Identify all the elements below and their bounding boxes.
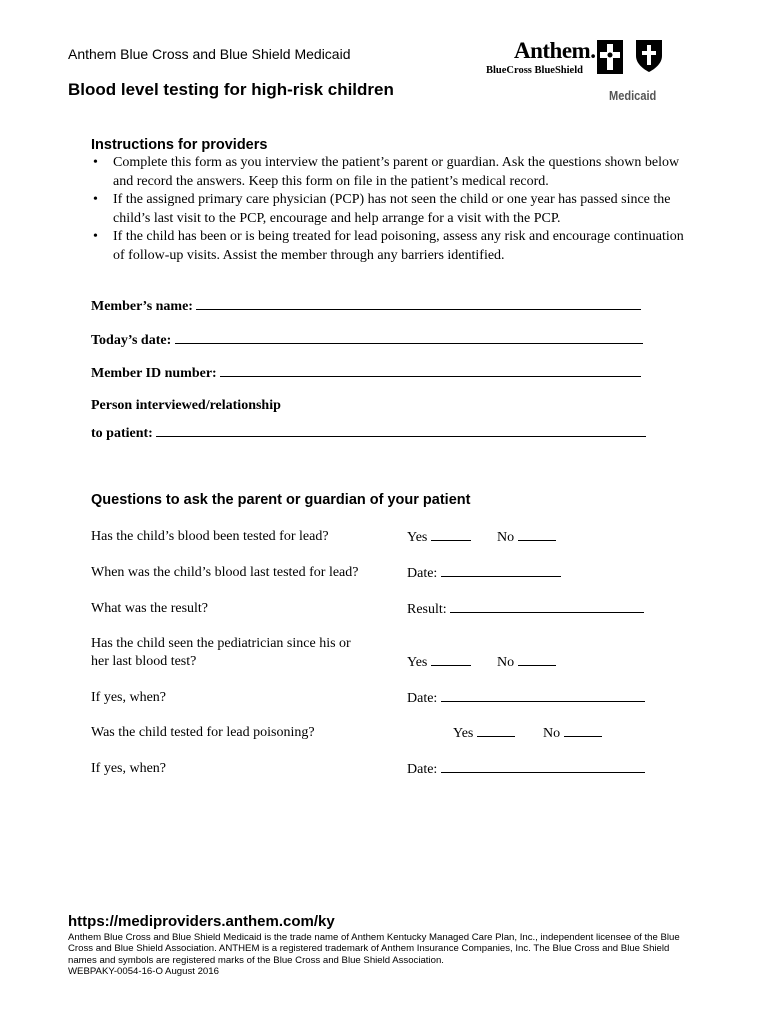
question-7: If yes, when? (91, 761, 167, 776)
q3-result-field (407, 600, 644, 619)
q7-date-field (407, 760, 645, 779)
q4-no-field (497, 653, 556, 672)
date-label: Date: (407, 566, 438, 581)
no-label: No (497, 655, 515, 670)
no-label: No (543, 726, 561, 741)
blue-shield-icon (634, 38, 664, 74)
organization-name: Anthem Blue Cross and Blue Shield Medicaid (68, 46, 351, 62)
person-interviewed-label: Person interviewed/relationship (91, 398, 281, 413)
member-name-label: Member’s name: (91, 299, 193, 314)
logo-subtitle: BlueCross BlueShield (486, 65, 583, 76)
question-4-line-1: Has the child seen the pediatrician since his or (91, 636, 351, 651)
q1-yes-blank[interactable] (431, 528, 471, 541)
q4-no-blank[interactable] (518, 653, 556, 666)
q1-no-blank[interactable] (518, 528, 556, 541)
q1-no-field (497, 528, 556, 547)
q6-yes-blank[interactable] (477, 724, 515, 737)
q6-yes-field (453, 724, 515, 743)
footer-legal (68, 932, 688, 978)
q5-date-field (407, 689, 645, 708)
member-id-field (91, 364, 641, 382)
q6-no-field (543, 724, 602, 743)
todays-date-label: Today’s date: (91, 333, 172, 348)
instruction-item: • If the assigned primary care physician (PCP) has not seen the child or one year has passed since the child’s last visit to the PCP, encourage and help arrange for a visit with the PCP. (91, 191, 691, 228)
question-2: When was the child’s blood last tested for lead? (91, 565, 359, 580)
member-id-input[interactable] (220, 364, 641, 377)
person-interviewed-field (91, 424, 646, 442)
q3-result-blank[interactable] (450, 600, 644, 613)
instructions-list (91, 154, 691, 265)
q2-date-blank[interactable] (441, 564, 561, 577)
logo-program: Medicaid (609, 88, 657, 103)
q6-no-blank[interactable] (564, 724, 602, 737)
question-4-line-2: her last blood test? (91, 654, 197, 669)
person-interviewed-input[interactable] (156, 424, 646, 437)
question-1: Has the child’s blood been tested for lead? (91, 529, 329, 544)
yes-label: Yes (407, 530, 428, 545)
person-interviewed-label-2: to patient: (91, 426, 153, 441)
q1-yes-field (407, 528, 471, 547)
q7-date-blank[interactable] (441, 760, 645, 773)
legal-text: Anthem Blue Cross and Blue Shield Medicaid is the trade name of Anthem Kentucky Managed Care Plan, Inc., independent licensee of the Blue Cross and Blue Shield Association. ANTHEM is a registered trademark of Anthem Insurance Companies, Inc. The Blue Cross and Blue Shield names and symbols are registered marks of the Blue Cross and Blue Shield Association. (68, 932, 680, 966)
question-6: Was the child tested for lead poisoning? (91, 725, 315, 740)
instruction-item: • Complete this form as you interview the patient’s parent or guardian. Ask the questions shown below and record the answers. Keep this form on file in the patient’s medical record. (91, 154, 691, 191)
question-5: If yes, when? (91, 690, 167, 705)
q4-yes-blank[interactable] (431, 653, 471, 666)
anthem-logo (484, 38, 669, 110)
todays-date-field (91, 331, 643, 349)
page-title: Blood level testing for high-risk children (68, 80, 394, 99)
member-id-label: Member ID number: (91, 366, 217, 381)
member-name-field (91, 297, 641, 315)
blue-cross-icon (597, 40, 623, 74)
q5-date-blank[interactable] (441, 689, 645, 702)
yes-label: Yes (453, 726, 474, 741)
instructions-heading: Instructions for providers (91, 137, 268, 153)
document-code: WEBPAKY-0054-16-O August 2016 (68, 966, 219, 978)
result-label: Result: (407, 602, 447, 617)
date-label: Date: (407, 762, 438, 777)
todays-date-input[interactable] (175, 331, 643, 344)
instruction-item: • If the child has been or is being treated for lead poisoning, assess any risk and encourage continuation of follow-up visits. Assist the member through any barriers identified. (91, 228, 691, 265)
question-3: What was the result? (91, 601, 209, 616)
footer-url[interactable]: https://mediproviders.anthem.com/ky (68, 913, 335, 930)
q4-yes-field (407, 653, 471, 672)
member-name-input[interactable] (196, 297, 641, 310)
logo-name: Anthem. (514, 38, 596, 63)
no-label: No (497, 530, 515, 545)
questions-heading: Questions to ask the parent or guardian of your patient (91, 492, 471, 508)
q2-date-field (407, 564, 561, 583)
date-label: Date: (407, 691, 438, 706)
yes-label: Yes (407, 655, 428, 670)
